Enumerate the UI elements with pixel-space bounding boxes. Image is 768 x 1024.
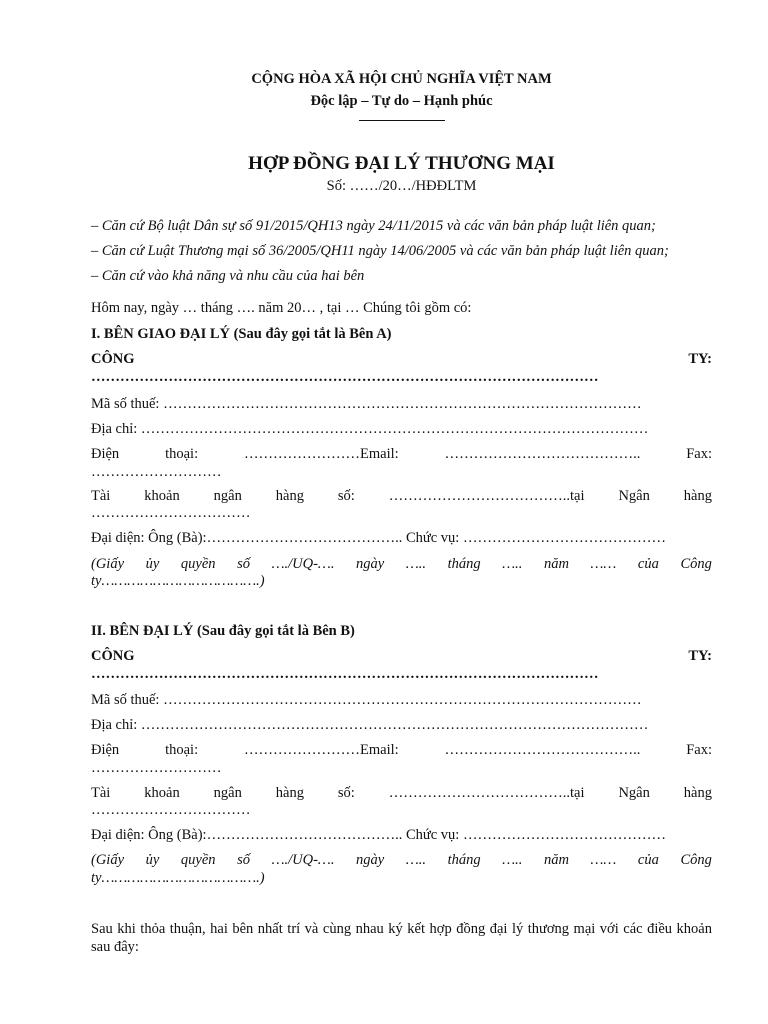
party-a-bank-word: hàng xyxy=(275,488,304,504)
party-a-auth-word: ủy xyxy=(145,556,160,572)
party-b-heading: II. BÊN ĐẠI LÝ (Sau đây gọi tắt là Bên B) xyxy=(91,623,355,639)
party-b-auth-word: quyền xyxy=(180,852,216,868)
party-a-phone-word: ……………………Email: xyxy=(244,446,399,462)
header-underline xyxy=(359,120,445,121)
party-a-authorization-end: ty……………………………….) xyxy=(91,573,265,589)
legal-basis-2: – Căn cứ Luật Thương mại số 36/2005/QH11 ngày 14/06/2005 và các văn bản pháp luật liên quan; xyxy=(91,243,669,259)
party-b-bank-word: ngân xyxy=(213,785,242,801)
party-b-auth-word: (Giấy xyxy=(91,852,125,868)
party-b-auth-word: tháng xyxy=(447,852,481,868)
party-b-auth-word: ngày xyxy=(356,852,385,868)
party-b-auth-word: ….. xyxy=(502,852,523,868)
party-a-authorization-line xyxy=(91,556,712,573)
national-motto: Độc lập – Tự do – Hạnh phúc xyxy=(310,93,493,109)
party-b-authorization-end: ty……………………………….) xyxy=(91,870,265,886)
party-b-company-label: CÔNG xyxy=(91,648,135,664)
party-a-auth-word: quyền xyxy=(180,556,216,572)
party-b-authorization-line xyxy=(91,852,712,869)
party-a-auth-word: của xyxy=(637,556,659,572)
party-a-phone-word: ………………………………….. xyxy=(444,446,641,462)
party-a-representative: Đại diện: Ông (Bà):………………………………….. Chức vụ: …………………………………… xyxy=(91,530,666,546)
party-b-address: Địa chỉ: …………………………………………………………………………………………… xyxy=(91,717,649,733)
party-a-company-label-end: TY: xyxy=(688,351,712,367)
party-b-bank-word: khoản xyxy=(144,785,180,801)
party-b-bank-line xyxy=(91,785,712,802)
party-a-auth-word: số xyxy=(237,556,251,572)
party-a-auth-word: tháng xyxy=(447,556,481,572)
party-b-company-label-end: TY: xyxy=(688,648,712,664)
party-a-company-line xyxy=(91,351,712,368)
party-a-bank-word: ………………………………..tại xyxy=(388,488,585,504)
party-b-bank-word: ………………………………..tại xyxy=(388,785,585,801)
party-a-company-label: CÔNG xyxy=(91,351,135,367)
party-b-auth-word: …./UQ-…. xyxy=(271,852,335,868)
party-a-bank-word: số: xyxy=(337,488,355,504)
party-a-bank-word: khoản xyxy=(144,488,180,504)
party-a-auth-word: ….. xyxy=(502,556,523,572)
party-a-phone-dots: ……………………… xyxy=(91,464,222,480)
party-b-phone-word: ……………………Email: xyxy=(244,742,399,758)
party-a-address: Địa chỉ: …………………………………………………………………………………………… xyxy=(91,421,649,437)
party-b-bank-word: Ngân xyxy=(618,785,650,801)
party-b-phone-dots: ……………………… xyxy=(91,760,222,776)
party-a-tax-code: Mã số thuế: ……………………………………………………………………………………… xyxy=(91,396,642,412)
party-b-auth-word: số xyxy=(237,852,251,868)
party-a-bank-dots: …………………………… xyxy=(91,505,251,521)
party-b-phone-word: Fax: xyxy=(686,742,712,758)
party-a-bank-line xyxy=(91,488,712,505)
party-a-heading: I. BÊN GIAO ĐẠI LÝ (Sau đây gọi tắt là Bên A) xyxy=(91,326,392,342)
party-a-auth-word: năm xyxy=(543,556,569,572)
party-b-phone-word: ………………………………….. xyxy=(444,742,641,758)
party-a-bank-word: Ngân xyxy=(618,488,650,504)
contract-title: HỢP ĐỒNG ĐẠI LÝ THƯƠNG MẠI xyxy=(248,153,555,174)
party-b-auth-word: ….. xyxy=(405,852,426,868)
party-a-bank-word: ngân xyxy=(213,488,242,504)
party-b-phone-word: Điện xyxy=(91,742,120,758)
party-a-auth-word: ngày xyxy=(356,556,385,572)
party-b-auth-word: năm xyxy=(543,852,569,868)
national-title: CỘNG HÒA XÃ HỘI CHỦ NGHĨA VIỆT NAM xyxy=(251,71,552,87)
party-b-tax-code: Mã số thuế: ……………………………………………………………………………………… xyxy=(91,692,642,708)
party-b-auth-word: ủy xyxy=(145,852,160,868)
party-a-auth-word: Công xyxy=(680,556,712,572)
party-b-phone-word: thoại: xyxy=(165,742,199,758)
party-b-phone-line xyxy=(91,742,712,759)
legal-basis-3: – Căn cứ vào khả năng và nhu cầu của hai bên xyxy=(91,268,365,284)
party-a-bank-word: hàng xyxy=(683,488,712,504)
party-b-representative: Đại diện: Ông (Bà):………………………………….. Chức vụ: …………………………………… xyxy=(91,827,666,843)
party-a-phone-word: Fax: xyxy=(686,446,712,462)
party-a-phone-line xyxy=(91,446,712,463)
party-b-bank-word: Tài xyxy=(91,785,111,801)
party-a-phone-word: Điện xyxy=(91,446,120,462)
party-b-company-line xyxy=(91,648,712,665)
party-b-auth-word: …… xyxy=(590,852,617,868)
party-b-company-dots: …………………………………………………………………………………………… xyxy=(91,666,599,682)
party-b-auth-word: của xyxy=(637,852,659,868)
party-a-auth-word: ….. xyxy=(405,556,426,572)
intro-line: Hôm nay, ngày … tháng …. năm 20… , tại … Chúng tôi gồm có: xyxy=(91,300,472,316)
party-b-auth-word: Công xyxy=(680,852,712,868)
party-a-auth-word: (Giấy xyxy=(91,556,125,572)
party-b-bank-word: hàng xyxy=(275,785,304,801)
agreement-paragraph: Sau khi thỏa thuận, hai bên nhất trí và cùng nhau ký kết hợp đồng đại lý thương mại với các điều khoản sau đây: xyxy=(91,921,712,955)
party-a-auth-word: …./UQ-…. xyxy=(271,556,335,572)
party-b-bank-dots: …………………………… xyxy=(91,802,251,818)
party-a-bank-word: Tài xyxy=(91,488,111,504)
party-a-auth-word: …… xyxy=(590,556,617,572)
party-a-phone-word: thoại: xyxy=(165,446,199,462)
party-a-company-dots: …………………………………………………………………………………………… xyxy=(91,369,599,385)
contract-number: Số: ……/20…/HĐĐLTM xyxy=(326,178,477,194)
legal-basis-1: – Căn cứ Bộ luật Dân sự số 91/2015/QH13 ngày 24/11/2015 và các văn bản pháp luật liên quan; xyxy=(91,218,656,234)
party-b-bank-word: hàng xyxy=(683,785,712,801)
party-b-bank-word: số: xyxy=(337,785,355,801)
